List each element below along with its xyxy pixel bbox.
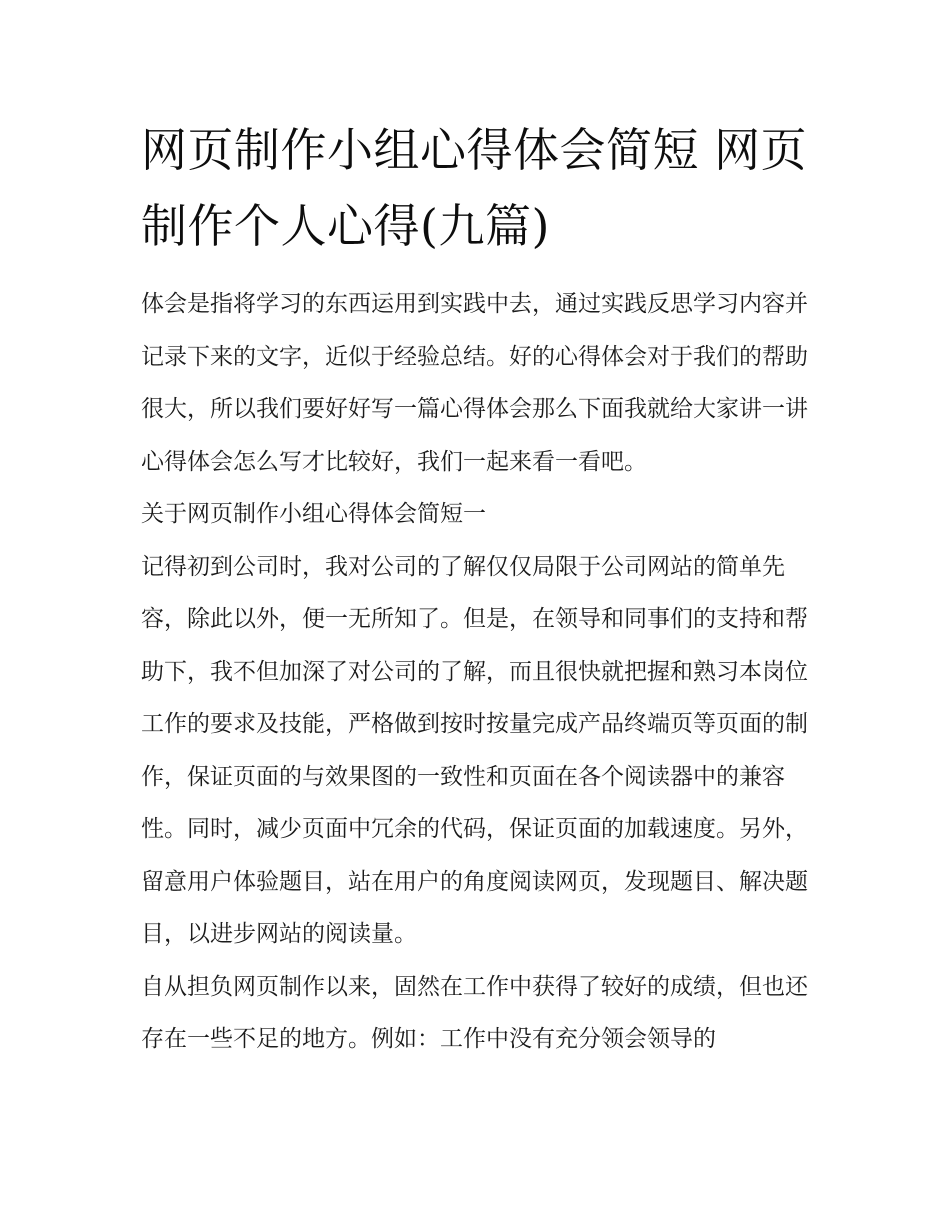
document-page — [141, 112, 813, 1066]
body-paragraph-2: 自从担负网页制作以来，固然在工作中获得了较好的成绩，但也还存在一些不足的地方。例如：工作中没有充分领会领导的 — [141, 973, 808, 1052]
body-paragraph-1: 记得初到公司时，我对公司的了解仅仅局限于公司网站的简单先容，除此以外，便一无所知了。但是，在领导和同事们的支持和帮助下，我不但加深了对公司的了解，而且很快就把握和熟习本岗位工作的要求及技能，严格做到按时按量完成产品终端页等页面的制作，保证页面的与效果图的一致性和页面在各个阅读器中的兼容性。同时，减少页面中冗余的代码，保证页面的加载速度。另外，留意用户体验题目，站在用户的角度阅读网页，发现题目、解决题目，以进步网站的阅读量。 — [141, 553, 808, 947]
intro-paragraph: 体会是指将学习的东西运用到实践中去，通过实践反思学习内容并记录下来的文字，近似于经验总结。好的心得体会对于我们的帮助很大，所以我们要好好写一篇心得体会那么下面我就给大家讲一讲心得体会怎么写才比较好，我们一起来看一看吧。 — [141, 291, 808, 475]
section-heading: 关于网页制作小组心得体会简短一 — [141, 501, 486, 527]
document-title: 网页制作小组心得体会简短 网页制作个人心得(九篇) — [141, 123, 808, 253]
